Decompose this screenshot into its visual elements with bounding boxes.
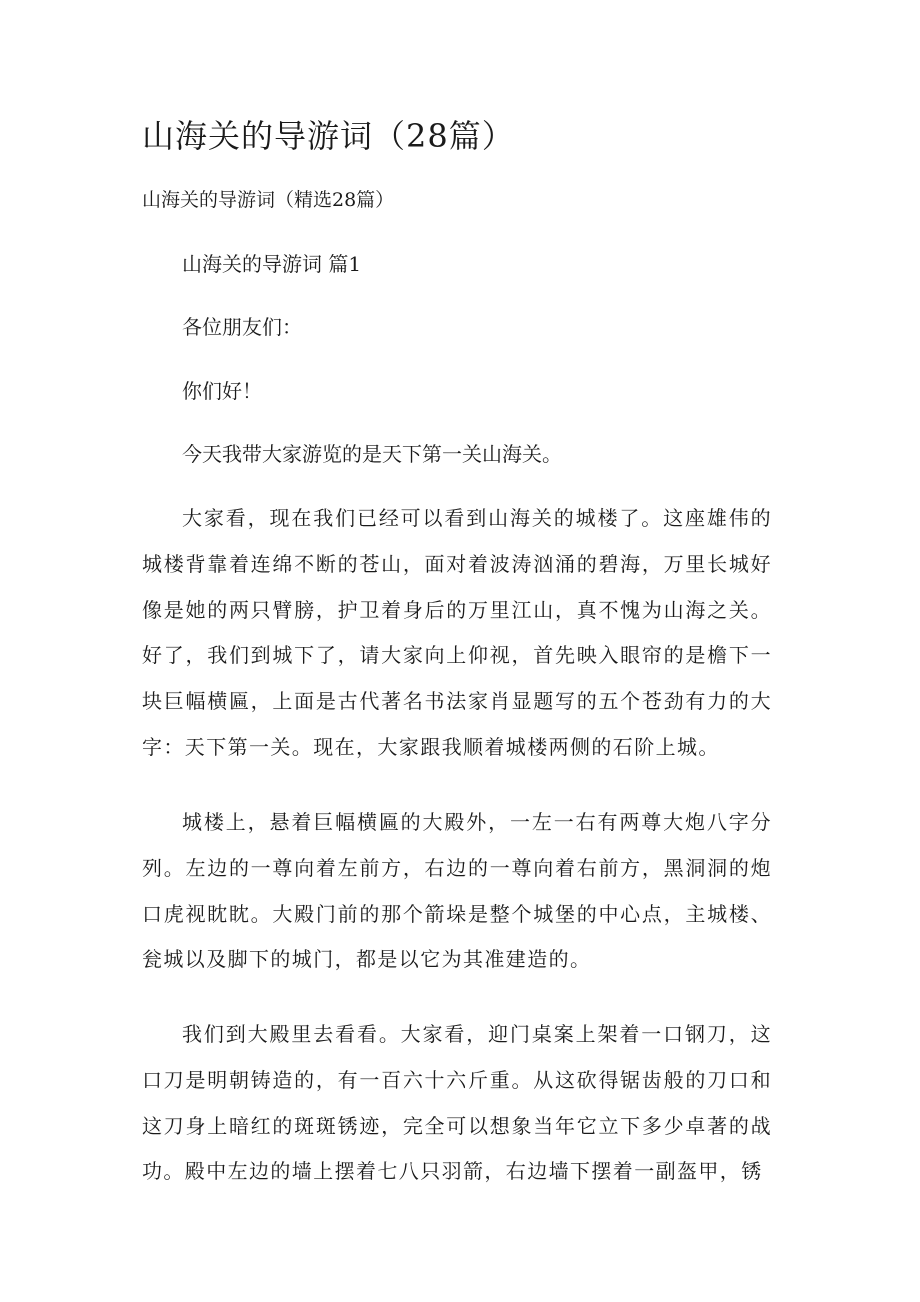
intro-line: 今天我带大家游览的是天下第一关山海关。 — [182, 442, 562, 466]
body-paragraph: 大家看，现在我们已经可以看到山海关的城楼了。这座雄伟的城楼背靠着连绵不断的苍山，面对着波涛汹涌的碧海，万里长城好像是她的两只臂膀，护卫着身后的万里江山，真不愧为山海之关。好了，我们到城下了，请大家向上仰视，首先映入眼帘的是檐下一块巨幅横匾，上面是古代著名书法家肖显题写的五个苍劲有力的大字：天下第一关。现在，大家跟我顺着城楼两侧的石阶上城。 — [142, 506, 772, 759]
body-paragraph: 我们到大殿里去看看。大家看，迎门桌案上架着一口钢刀，这口刀是明朝铸造的，有一百六十六斤重。从这砍得锯齿般的刀口和这刀身上暗红的斑斑锈迹，完全可以想象当年它立下多少卓著的战功。殿中左边的墙上摆着七八只羽箭，右边墙下摆着一副盔甲，锈 — [142, 1022, 772, 1184]
document-subtitle: 山海关的导游词（精选28篇） — [142, 189, 395, 211]
body-paragraph: 城楼上，悬着巨幅横匾的大殿外，一左一右有两尊大炮八字分列。左边的一尊向着左前方，右边的一尊向着右前方，黑洞洞的炮口虎视眈眈。大殿门前的那个箭垛是整个城堡的中心点，主城楼、瓮城以及脚下的城门，都是以它为其准建造的。 — [142, 810, 772, 972]
greeting-line: 各位朋友们： — [182, 315, 302, 339]
hello-line: 你们好！ — [182, 379, 262, 403]
section-heading: 山海关的导游词 篇1 — [182, 252, 362, 276]
document-title: 山海关的导游词（28篇） — [142, 117, 515, 155]
